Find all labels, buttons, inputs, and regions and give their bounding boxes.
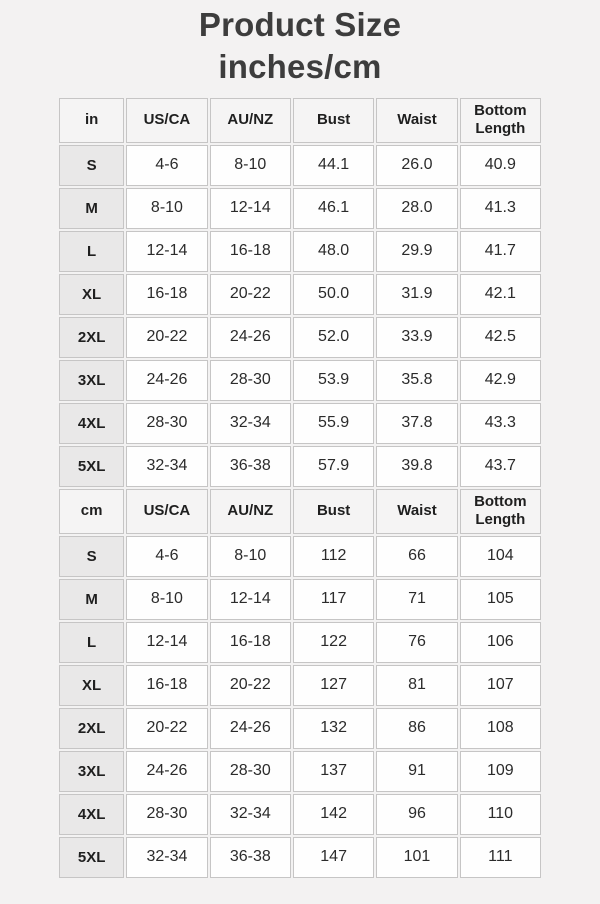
- value-cell: 110: [460, 794, 541, 835]
- value-cell: 20-22: [126, 708, 207, 749]
- table-row: [59, 622, 541, 663]
- value-cell: 55.9: [293, 403, 374, 444]
- size-label-cell: L: [59, 622, 124, 663]
- value-cell: 147: [293, 837, 374, 878]
- table-row: [59, 536, 541, 577]
- value-cell: 39.8: [376, 446, 457, 487]
- table-row: [59, 751, 541, 792]
- table-row: [59, 837, 541, 878]
- value-cell: 37.8: [376, 403, 457, 444]
- value-cell: 71: [376, 579, 457, 620]
- value-cell: 41.7: [460, 231, 541, 272]
- size-chart-body: [59, 98, 541, 878]
- value-cell: 111: [460, 837, 541, 878]
- value-cell: 112: [293, 536, 374, 577]
- unit-header-cell: in: [59, 98, 124, 143]
- value-cell: 8-10: [210, 145, 291, 186]
- value-cell: 127: [293, 665, 374, 706]
- value-cell: 12-14: [210, 188, 291, 229]
- value-cell: 43.7: [460, 446, 541, 487]
- value-cell: 28-30: [210, 751, 291, 792]
- size-label-cell: 4XL: [59, 403, 124, 444]
- value-cell: 36-38: [210, 837, 291, 878]
- value-cell: 104: [460, 536, 541, 577]
- value-cell: 24-26: [210, 317, 291, 358]
- value-cell: 8-10: [126, 579, 207, 620]
- value-cell: 57.9: [293, 446, 374, 487]
- value-cell: 16-18: [126, 665, 207, 706]
- value-cell: 36-38: [210, 446, 291, 487]
- value-cell: 20-22: [210, 665, 291, 706]
- value-cell: 105: [460, 579, 541, 620]
- size-label-cell: L: [59, 231, 124, 272]
- header-row-in: [59, 98, 541, 143]
- size-label-cell: 4XL: [59, 794, 124, 835]
- value-cell: 4-6: [126, 536, 207, 577]
- unit-header-cell: cm: [59, 489, 124, 534]
- size-label-cell: 3XL: [59, 751, 124, 792]
- value-cell: 28-30: [210, 360, 291, 401]
- value-cell: 24-26: [210, 708, 291, 749]
- page-title-line2: inches/cm: [218, 47, 382, 85]
- value-cell: 40.9: [460, 145, 541, 186]
- size-label-cell: 2XL: [59, 708, 124, 749]
- value-cell: 101: [376, 837, 457, 878]
- size-label-cell: 2XL: [59, 317, 124, 358]
- table-row: [59, 446, 541, 487]
- value-cell: 41.3: [460, 188, 541, 229]
- value-cell: 24-26: [126, 360, 207, 401]
- value-cell: 16-18: [210, 622, 291, 663]
- table-row: [59, 145, 541, 186]
- value-cell: 42.9: [460, 360, 541, 401]
- value-cell: 53.9: [293, 360, 374, 401]
- value-cell: 29.9: [376, 231, 457, 272]
- table-row: [59, 188, 541, 229]
- value-cell: 12-14: [126, 231, 207, 272]
- value-cell: 109: [460, 751, 541, 792]
- value-cell: 108: [460, 708, 541, 749]
- column-header-cell: Bust: [293, 489, 374, 534]
- size-label-cell: M: [59, 579, 124, 620]
- value-cell: 32-34: [126, 446, 207, 487]
- value-cell: 4-6: [126, 145, 207, 186]
- table-row: [59, 708, 541, 749]
- value-cell: 76: [376, 622, 457, 663]
- value-cell: 91: [376, 751, 457, 792]
- size-label-cell: XL: [59, 274, 124, 315]
- value-cell: 32-34: [210, 794, 291, 835]
- value-cell: 43.3: [460, 403, 541, 444]
- value-cell: 42.5: [460, 317, 541, 358]
- page-title-line1: Product Size: [198, 6, 402, 43]
- column-header-cell: Bottom Length: [460, 489, 541, 534]
- value-cell: 44.1: [293, 145, 374, 186]
- size-chart-table: [57, 96, 543, 880]
- value-cell: 28-30: [126, 794, 207, 835]
- column-header-cell: AU/NZ: [210, 489, 291, 534]
- value-cell: 46.1: [293, 188, 374, 229]
- value-cell: 31.9: [376, 274, 457, 315]
- table-row: [59, 231, 541, 272]
- page-title: [0, 4, 600, 88]
- value-cell: 33.9: [376, 317, 457, 358]
- size-label-cell: S: [59, 536, 124, 577]
- value-cell: 96: [376, 794, 457, 835]
- column-header-cell: Bust: [293, 98, 374, 143]
- size-label-cell: 3XL: [59, 360, 124, 401]
- table-row: [59, 794, 541, 835]
- column-header-cell: Waist: [376, 98, 457, 143]
- value-cell: 8-10: [210, 536, 291, 577]
- value-cell: 32-34: [210, 403, 291, 444]
- table-row: [59, 317, 541, 358]
- value-cell: 32-34: [126, 837, 207, 878]
- value-cell: 66: [376, 536, 457, 577]
- header-row-cm: [59, 489, 541, 534]
- value-cell: 42.1: [460, 274, 541, 315]
- value-cell: 20-22: [210, 274, 291, 315]
- value-cell: 137: [293, 751, 374, 792]
- value-cell: 142: [293, 794, 374, 835]
- value-cell: 12-14: [126, 622, 207, 663]
- column-header-cell: Waist: [376, 489, 457, 534]
- table-row: [59, 665, 541, 706]
- value-cell: 106: [460, 622, 541, 663]
- table-row: [59, 360, 541, 401]
- column-header-cell: AU/NZ: [210, 98, 291, 143]
- column-header-cell: Bottom Length: [460, 98, 541, 143]
- size-label-cell: S: [59, 145, 124, 186]
- value-cell: 50.0: [293, 274, 374, 315]
- column-header-cell: US/CA: [126, 489, 207, 534]
- value-cell: 52.0: [293, 317, 374, 358]
- value-cell: 48.0: [293, 231, 374, 272]
- value-cell: 86: [376, 708, 457, 749]
- column-header-cell: US/CA: [126, 98, 207, 143]
- value-cell: 117: [293, 579, 374, 620]
- value-cell: 26.0: [376, 145, 457, 186]
- value-cell: 16-18: [126, 274, 207, 315]
- value-cell: 122: [293, 622, 374, 663]
- size-label-cell: XL: [59, 665, 124, 706]
- size-label-cell: 5XL: [59, 837, 124, 878]
- value-cell: 28.0: [376, 188, 457, 229]
- size-label-cell: 5XL: [59, 446, 124, 487]
- table-row: [59, 403, 541, 444]
- value-cell: 20-22: [126, 317, 207, 358]
- table-row: [59, 274, 541, 315]
- table-row: [59, 579, 541, 620]
- value-cell: 35.8: [376, 360, 457, 401]
- value-cell: 28-30: [126, 403, 207, 444]
- value-cell: 81: [376, 665, 457, 706]
- value-cell: 8-10: [126, 188, 207, 229]
- value-cell: 16-18: [210, 231, 291, 272]
- value-cell: 132: [293, 708, 374, 749]
- value-cell: 24-26: [126, 751, 207, 792]
- size-label-cell: M: [59, 188, 124, 229]
- value-cell: 107: [460, 665, 541, 706]
- value-cell: 12-14: [210, 579, 291, 620]
